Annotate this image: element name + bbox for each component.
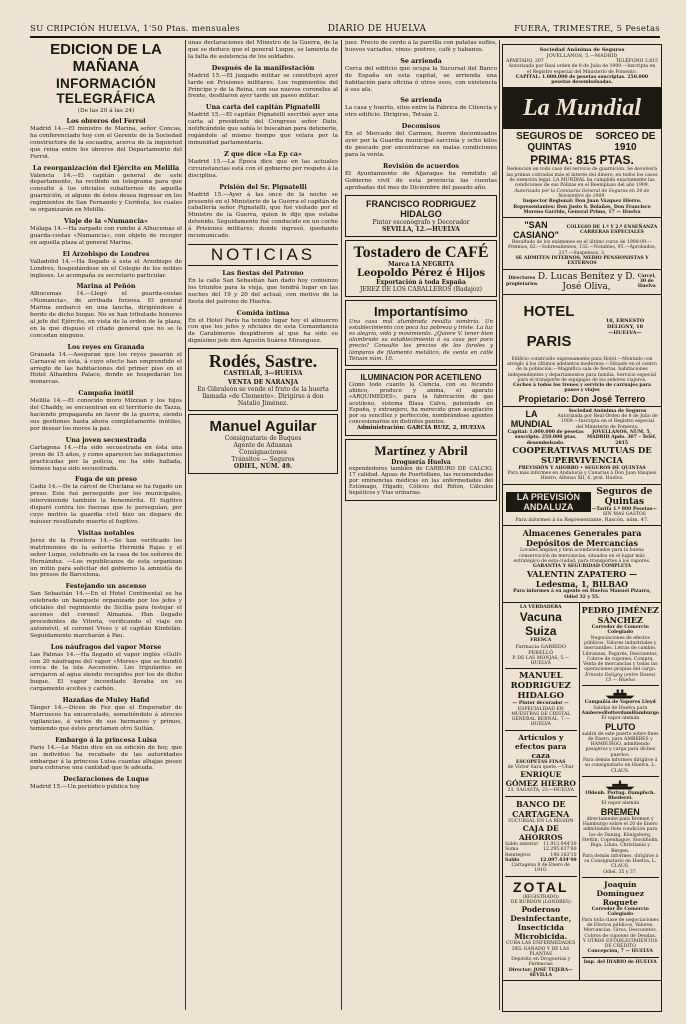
mundial2-coop: COOPERATIVAS MUTUAS DE SUPERVIVENCIA (512, 445, 652, 466)
casiano-right: COLEGIO DE 1.ª Y 2.ª ENSEÑANZA CARRERAS ESPECIALES (566, 224, 658, 236)
lloyd-title: Compañía de Vapores Lloyd (584, 700, 656, 706)
news-headline: El Arzobispo de Londres (62, 249, 150, 258)
lloyd-vapor: El vapor alemán (601, 716, 640, 722)
news-body: Madrid 15.—Un periódico publica hoy (30, 784, 140, 791)
zotal-line2: Insecticida Microbicida. (514, 923, 568, 942)
news-headline: Comida íntima (236, 308, 290, 317)
ad-rodriguez-name: FRANCISCO RODRIGUEZ HIDALGO (366, 198, 476, 219)
news-headline: Los náufragos del vapor Morse (50, 642, 162, 651)
hotel-city: —HUELVA— (608, 329, 642, 336)
news-headline: Los obreros del Ferrol (66, 117, 146, 125)
ad-aguilar-lines (192, 435, 334, 470)
ad-rodes-text: En Gibraleón se vende el fruto de la huerta llamada «de Clemente». Dirigirse á don Natalio Jiménez. (197, 386, 329, 408)
prima-amount: PRIMA: 815 PTAS. (530, 153, 634, 168)
ad-aguilar-line: Consignaciones (239, 449, 287, 457)
bremen-addr: Odiel, 35 y 37. (603, 869, 638, 875)
joaquin-sub2: Y OTROS ESTABLECIMIENTOS DE CRÉDITO (582, 938, 658, 950)
banco-total: 12.097.434'40 (539, 857, 577, 863)
ad-rodes-sub: VENTA DE NARANJA (227, 379, 299, 387)
ad-rodriguez2 (505, 668, 577, 727)
prevision-tarifa: —Tarifa 1.ª 800 Pesetas— (591, 506, 657, 512)
mundial2-address: JOVELLANOS, NÚM. 5, MADRID Apdo. 307 – Teléf. 2815 (586, 429, 657, 446)
ad-directores (503, 270, 661, 295)
acetileno-text: Como todo cuanto la Ciencia, con su fecundo ahinco, produce y anima, el aparato «ARQUIMEDES», para la fabricación de gas acetileno, sistema Blasa Calvo, patentado en España, y extranjero, ha merecido gran aceptación por su sencillez y perfección, nombrándose agentes concesionarios en distintos puntos. (349, 382, 493, 426)
ad-mundial-2 (503, 407, 661, 485)
news-headline: Los reyes en Granada (67, 342, 145, 351)
ad-aguilar (188, 414, 338, 474)
banco-saldo: 11.913.044'30 (543, 841, 577, 847)
cafe-addr: JEREZ DE LOS CABALLEROS (Badajoz) (360, 285, 482, 293)
section-title: INFORMACIÓN TELEGRÁFICA (55, 76, 157, 106)
lloyd-agent: Para demás informes dirigirse á su consignatario en Huelva, L. CLAUS. (583, 758, 658, 774)
news-body: Valencia 14.—El capitán general de este departamento, ha recibido un telegrama para que consulte á los oficiales subalternos de aquella guarnición, si alguno de éstos desea ingresar en los regimientos de San Fernando y Ceriñola, los cuales se organizarán en Melilla. (30, 172, 182, 214)
lloyd-ship-name: PLUTO (605, 721, 636, 732)
ad-rodes-address: CASTELAR, 3—HUELVA (223, 370, 303, 378)
prima-text: Redención en todo caso del servicio de guarnición. Se devolverá las primas cobradas más el interés del dinero, en todos los casos de exención legal. LA MUNDIAL ha cumplido exactamente las condiciones de sus Pólizas en el Reemplazo del año 1909. (506, 167, 658, 189)
prevision-name: LA PREVISIÓN ANDALUZA (506, 492, 591, 512)
hotel-owner: Propietario: Don José Terrero (518, 393, 646, 404)
zotal-sold: Depósito en Droguerías y Farmacias (511, 957, 571, 968)
bremen-ship-name: BREMEN (600, 806, 640, 817)
pedro-text: Negociaciones de efectos públicos, Valores industriales y mercantiles. Letras de cambio, Libranzas, Pagarés, Descuentos, Cobros de cupones, Compra, Venta de mercancías y todas las operaciones propias del cargo. (582, 635, 659, 673)
zotal-name: ZOTAL (512, 878, 569, 895)
news-list (188, 64, 338, 240)
banco-caja: CAJA DE AHORROS (518, 823, 563, 842)
bremen-agent: Para demás informes, dirigirse á su Consignatario en Huelva, L. CLAUS, (582, 853, 659, 870)
banco-title: BANCO DE CARTAGENA (512, 798, 570, 819)
news-body: Madrid 14.—El ministro de Marina, señor Concas, ha conferenciado hoy con el Gerente de la Sociedad constructora de la escuadra, acerca de la inquietud que reina entre los obreros del Departamento del Ferrol. (30, 126, 182, 160)
ad-aguilar-line: Consignatario de Buques (224, 435, 302, 443)
almacenes-garantia: GARANTIA Y SEGURIDAD COMPLETA (532, 564, 632, 570)
acetileno-title: ILUMINACION POR ACETILENO (360, 373, 482, 383)
news-headline: Declaraciones de Luque (63, 775, 149, 784)
banco-suma: 12.295.617'80 (543, 847, 577, 853)
zotal-line3: CURA LAS ENFERMEDADES DEL GANADO Y DE LAS PLANTAS (506, 941, 576, 957)
mundial-apartado: APARTADO, 307 (506, 59, 544, 64)
pedro-sub: Corredor de Comercio Colegiado (591, 625, 649, 636)
ad-aguilar-line: ODIEL, NÚM. 49. (233, 463, 293, 471)
mundial-address: JOVELLANOS, 5.—MADRID (546, 53, 618, 59)
news-body: Madrid 15.—El juzgado militar se constituyó ayer tarde en Prisiones militares. Los regimientos del Príncipe y de la Reina, con sus nuevos coroneles al frente, desfilaron ayer tarde un paseo militar. (188, 72, 338, 100)
almacenes-title: Almacenes Generales para Depósitos de Mercancías (522, 528, 642, 549)
news-list (30, 117, 182, 791)
ad-prevision (503, 485, 661, 527)
directores-label: Directores propietarios (506, 276, 538, 287)
acetileno-addr: Administración: GARCÍA RUIZ, 2, HUELVA (356, 425, 486, 432)
mundial2-rep: Para más informes en Andalucía y Canarias á Don Juan Vázquez Hierro, Alfonso XII, 6, pral. Huelva. (507, 471, 657, 482)
news-body: En la calle San Sebastián han dado hoy comienzo los triunfos para la vieja, que tendrá lugar en las noches del 19 y 20 del actual, con motivo de la fiesta del patrono de Huelva. (188, 277, 338, 305)
prima-auth: Autorizada por la Comisaría General de Seguros en 24 de Noviembre de 1909. (514, 188, 650, 199)
vacuna-name: Vacuna Suiza (519, 610, 562, 639)
ad-rodriguez-hidalgo (345, 195, 497, 237)
news-body: Cadiz 14.—De la cárcel de Chiclana se ha fugado un preso. Este fué perseguido por los municipales, interviniendo también la benemérita. El fugitivo disparó contra los fuerzas que le perseguían, por cuyo motivo la guardia civil hizo un disparo de máuser resultando muerto el fugitivo. (30, 484, 182, 525)
news-intro: unas declaraciones del Ministro de la Guerra, de la que se deduce que el general Luque, se lamenta de la falta de asistencia de los soldados. (188, 40, 338, 60)
casiano-name: "SAN CASIANO" (513, 220, 559, 241)
ad-articulos (505, 730, 577, 794)
ad-importantisimo (345, 300, 497, 366)
news-body: Madrid 15.—Ayer á las once de la noche se presentó en el Ministerio de la Guerra el capitán de caballería señor Pignatelli, que fué visitado por el Ministro de la Guerra, quien le dijo que estaba detenido. Seguidamente fué conducido en un coche á Prisiones militares, donde ingresó, quedando incomunicado. (188, 191, 338, 240)
masthead (30, 22, 660, 38)
noticias-list (188, 269, 338, 345)
martinez-sub: Droguería Huelva (391, 458, 451, 466)
news-headline: Marina al Peñón (76, 282, 136, 291)
masthead-title: DIARIO DE HUELVA (327, 24, 427, 34)
news-headline: Se arrienda (400, 56, 442, 65)
masthead-rates: FUERA, TRIMESTRE, 5 Pesetas (514, 24, 660, 34)
vacuna-farm: Farmacia GARRIDO PERELLÓ (515, 643, 566, 656)
cafe-brand: Marca LA NEGRITA (387, 260, 455, 268)
almacenes-owner: VALENTIN ZAPATERO —Ledesma, 1, BILBAO (526, 569, 638, 590)
bremen-text: directamente para Bremen y Hamburgo sobre el 20 de Enero admitiendo flete condición para los de Danzig, Königsberg, Stettin, Copenhague, Stockholm, Riga, Libau, Christiania y Bergen. (581, 816, 659, 854)
news-body: Tánger 14.—Dicen de Fez que el Emperador de Marruecos ha encarcelado, sometiéndolo á atroces vigilancias, á varios de sus hermanos y primos, temiendo que éstos proclamen otro Sultán. (30, 705, 182, 732)
importantisimo-title: Importantísimo (374, 303, 468, 319)
prevision-right: Seguros de Quintas (596, 486, 653, 507)
bremen-title: Oldenb. Portug. Dampfsch. Rhederei. (585, 790, 656, 802)
zotal-origin: DE BURDON (LONDRES) (510, 900, 571, 905)
ad-pedro (582, 605, 659, 683)
rodriguez2-sub: — Pintor decorador — (512, 701, 569, 707)
martinez-text: expendedores también de CARBURO DE CALCIO, 17 calidad. Aguas de Puertollano, las recomendadas por eminencias médicas en las enfermedades del Estómago, Hígado, Cólicos del Riñón, Cálculos hepáticos y Vías urinarias. (349, 465, 493, 497)
rodriguez2-name: MANUEL RODRIGUEZ HIDALGO (510, 671, 571, 702)
seguros-quintas: SEGUROS DE QUINTAS (516, 131, 583, 154)
ad-banco (505, 796, 577, 874)
news-body: En el Hotel París ha tenido lugar hoy el almuerzo con que los jefes y oficiales de esta Comandancia de Carabineros despidieron al que ha sido su dignísimo jefe don Agustín Suárez Miranguez. (188, 317, 338, 345)
banco-date: Cartagena 8 de Enero de 1910. (511, 863, 570, 874)
noticias-title: NOTICIAS (188, 244, 338, 266)
articulos-owner: de Víctor Sara quete.—Ubar (507, 765, 574, 771)
section-subtitle: (De las 20 á las 24) (77, 108, 135, 114)
column-rule (185, 40, 186, 1010)
ad-acetileno (345, 369, 497, 436)
banco-reint: 198.183'10 (550, 852, 577, 858)
pedro-addr: Ernesto Deligny (entre Doses) 15 — Huelva (585, 672, 656, 684)
column-news (188, 40, 338, 1015)
ad-almacenes (503, 526, 661, 603)
edition-title: EDICION DE LA MAÑANA (50, 41, 162, 75)
lloyd-sub: Salidas de Huelva para (593, 705, 648, 711)
directores-names: D. Lucas Benítez y D. José Oliva, (537, 271, 636, 292)
news-headline: Las fiestas del Patrono (222, 268, 304, 277)
news-headline: Fuga de un preso (75, 475, 137, 484)
news-body: La casa y huerto, sitos entre la Fábrica de Cilencia y otro edificio. Dirigirse, Tetuán 2. (345, 105, 497, 119)
news-body: Paris 14.—Le Matin dice en su edición de hoy, que un individuo ha recabado de las autoridades embargar á la princesa Luisa cuantas alhajas posee para cobrarse una cantidad que le adeuda. (30, 744, 182, 772)
mundial2-sub: Sociedad Anónima de Seguros (568, 408, 647, 414)
prevision-rep: Para informes á su Representante, Rascón, núm. 47. (515, 517, 649, 524)
steamship-icon (603, 780, 637, 790)
ad-aguilar-line: Agente de Aduanas (233, 442, 293, 450)
articulos-addr: 23, SAGASTA, 23.—HUELVA (507, 788, 574, 794)
lloyd-right: Hamburgo (631, 710, 659, 716)
news-body: Madrid 15.—El capitán Pignatelli escribió ayer una carta al presidente del Congreso señor Dato, notificándole que sabía le buscaban para detenerle, rogándole al mismo tiempo que velara por la inmunidad parlamentaria. (188, 112, 338, 146)
ad-cafe (345, 240, 497, 297)
news-intro: juez. Precio de cerdo á la parrilla con patatas suflés, huevos variados, vinos: postres, café y habanos. (345, 40, 497, 53)
joaquin-name: Joaquín Domínguez Roquete (596, 880, 644, 908)
prima-representantes: Inspector Regional: Don Juan Vázquez Hierro. Representantes: Don Justo S. Bolaños, Don Francisco Moreno Garrido, General Primo, 17 — Huelva (513, 199, 651, 215)
cafe-export: Exportación á toda España (376, 278, 466, 286)
almacenes-text: Locales amplios y bien acondicionados para la buena conservación de mercancías, situados en el lugar más estratégico de esta ciudad, para transportes á los vapores. (513, 548, 651, 564)
news-headline: Z que dice «La Ep ca» (224, 149, 302, 158)
news-headline: Revisión de acuerdos (383, 161, 459, 170)
hotel-text: Edificio construido expresamente para Hotel.—Montado con arreglo á los últimos adelantos modernos.—Situado en el centro de la población.—Magnífica sala de fiestas, habitaciones independientes y departamentos para familia. Servicio especial para el transporte de equipajes de los señores viajeros. (507, 356, 657, 383)
mundial-name: La Mundial (522, 95, 642, 122)
casiano-text: Resultado de los exámenes en el último curso de 1908-09.—Premios, 62.—Sobresalientes, 132.—Notables, 95.—Aprobados, 217.—Suspensos, 3. (507, 240, 657, 256)
prevision-sub: SIN MAS GASTOS (602, 511, 646, 517)
directores-right: Cárcel, 30 de Huelva (637, 273, 656, 290)
ad-zotal (505, 876, 577, 979)
masthead-subscription: SU CRIPCIÓN HUELVA, 1'50 Ptas. mensuales (30, 24, 240, 34)
articulos-enrique: ENRIQUE GÓMEZ HIERRO (505, 770, 576, 789)
news-headline: Se arrienda (400, 96, 442, 105)
ad-martinez-abril (345, 439, 497, 501)
mundial-authorized: Autorizada por Real orden de 8 de Julio de 1909.—Inscripta en el Registro especial del Ministerio de Fomento. (508, 64, 656, 75)
mundial2-capital: Capital: 1.000.000 de pesetas suscripto. 250.000 ptas. desembolsado. (507, 429, 584, 446)
vacuna-pre: LA VERDADERA (519, 605, 562, 611)
bremen-vapor: El vapor alemán (601, 801, 640, 807)
ad-aguilar-line: Tránsitos — Seguros (231, 456, 295, 464)
ad-joaquin (582, 877, 659, 955)
column-advertisements (502, 44, 662, 1012)
news-body: Madrid 15.—La Época dice que en las actuales circunstancias está con el gobierno por respeto á la disciplina. (188, 158, 338, 179)
column-telegraphic (30, 40, 182, 1015)
ad-rodriguez-sub: Pintor escenógrafo y Decorador (372, 218, 470, 226)
news-body: Málaga 14.—Ha zarpado con rumbo á Alhucemas el guarda-costas «Numancia», con objeto de recoger en aquella plaza al general Marina. (30, 225, 182, 246)
news-body: Cartagena 14.—Ha sido secuestrada en ésta una joven de 15 años, y como aparecen las indagaciones practicadas por la policía, no ha sido hallada, témese haya sido secuestrada. (30, 444, 182, 472)
ad-lloyd (582, 685, 659, 774)
column-3 (345, 40, 497, 1015)
news-body: Cerca del edificio que ocupa la Sucursal del Banco de España en esta capital, se arrienda una habitación para oficina ó otros usos, con existencia á sus afa. (345, 65, 497, 93)
news-body: El Ayuntamiento de Aljaraque ha remitido al Gobierno civil de esta provincia las cuentas aprobadas del mes de Diciembre del pasado año. (345, 170, 497, 191)
news-headline: La reorganización del Ejército en Melilla (32, 163, 180, 172)
mundial-company: Sociedad Anónima de Seguros (539, 47, 625, 53)
cafe-owner: Leopoldo Pérez é Hijos (356, 267, 486, 279)
news-headline: Hazañas de Muley Hafid (62, 696, 150, 705)
column-rule (341, 40, 342, 1010)
ad-mundial-banner (503, 88, 661, 129)
steamship-icon (603, 689, 637, 699)
news-body: San Sebastián 14.—En el Hotel Continental se ha celebrado un banquete organizado por los jefes y oficiales del regimiento de Sicilia para festejar el ascenso del coronel Almanza. Han llegado procedentes de Vitoria, verificando el viaje en automóvil, el coronel Vives y el capitán Kindelán. Seguidamente marcharán á Pau. (30, 591, 182, 639)
ad-rodes-name: Rodés, Sastre. (208, 351, 318, 372)
joaquin-sub: Corredor de Comercio Colegiado (591, 907, 649, 918)
ad-aguilar-name: Manuel Aguilar (209, 418, 317, 436)
ad-rodriguez-addr: SEVILLA, 12.—HUELVA (382, 225, 460, 233)
news-headline: Campaña inútil (78, 389, 134, 398)
mundial-capital: CAPITAL: 1.000.000 de pesetas suscriptas. 250.000 pesetas desembolsadas. (515, 74, 649, 86)
hotel-address: 18, ERNESTO DELIGNY, 18 (605, 317, 645, 330)
sorteo-year: SORCEO DE 1910 (595, 131, 656, 154)
ad-mundial-top (503, 45, 661, 88)
news-headline: Una joven secuestrada (65, 435, 147, 444)
news-body: Melilla 14.—El conocido moro Mizzian y los hijos del Chaddy, se encuentran en el territorio de Tazza, haciendo propaganda en favor de la guerra, siendo sus gestiones hasta ahora completamente inútiles, por desear los moros la paz. (30, 398, 182, 432)
news-headline: Decomisos (401, 122, 441, 131)
news-headline: Después de la manifestación (211, 63, 315, 72)
news-body: Jerez de la Frontera 14.—Se han verificado los matrimonios de la señorita Hermidá Rajas y el señor Luque, celebrado en la casa de los señores de Hernández. —Los republicanos de esta organizan un mitin para solicitar del gobierno la amnistía de los presos de Barcelona. (30, 537, 182, 579)
news-body: En el Mercado del Carmen, fueron decomisados ayer por la Guardia municipal sarcinía y ocho kilos de pescado por encontrarse en malas condiciones para la venta. (345, 131, 497, 158)
news-body: Las Palmas 14.—Ha llegado el vapor inglés «Gulf» con 20 náufragos del vapor «Morse» que se hundió cerca de la isla Ascensión. Los tripulantes se arrojaron al agua siendo recogidos por los de dicho buque. El vapor incendiado llevaba en su cargamento aceites y carbón. (30, 651, 182, 693)
almacenes-note: Para informes á su agente en Huelva Manuel Pizarro, Odiel 32 y 55. (513, 589, 651, 600)
banco-saldo-label: Saldo anterior (505, 841, 539, 847)
news-body: Granada 14.—Aseguran que los reyes pasarán el Carnaval en ésta, á cuyo efecto han emprendido el arreglo de las habitaciones del primer piso en el Hotel Alhambra Palace, donde se hospedarán los monarcas. (30, 351, 182, 386)
banco-sub: SUCURSAL EN LA REGIÓN (507, 818, 574, 824)
pedro-name: PEDRO JIMÉNEZ SÁNCHEZ (581, 605, 659, 626)
ad-hotel-paris (503, 295, 661, 407)
hotel-note: Coches á todos los trenes y servicio de carruajes para paseo y viajes (513, 383, 651, 394)
ad-quintas (503, 129, 661, 218)
news-headline: Una carta del capitán Pignatelli (205, 103, 321, 112)
banco-reint-label: Reintegros (505, 852, 531, 858)
news-headline: Prisión del Sr. Pignatelli (219, 182, 307, 191)
lloyd-left: Amberes (581, 710, 605, 716)
mundial2-text: Autorizada por Real Orden de 8 de Julio de 1909.—Inscripta en el Registro especial del Ministerio de Fomento. (557, 414, 658, 430)
news-body: Alhucemas 14.—Llegó el guarda-costas «Numancia», de arribada forzosa. El general Marina embarcó en una lancha, dirigiéndose á bordo de dicho buque. No se han tributado honores al jefe del Ejército, en vista de la orden de la plaza, en la que dispuso el citado general que no se le concedan ninguno. (30, 291, 182, 339)
lloyd-mid: Rotterdam (604, 710, 632, 716)
imprenta: Imp. del DIARIO de HUELVA (582, 957, 659, 965)
rodriguez2-sub2: ESPECIALIDAD EN MUESTRAS DE CRISTAL (511, 706, 571, 717)
ad-san-casiano (503, 218, 661, 269)
mundial2-coop2: PREVISIÓN Y AHORRO • SEGUROS DE QUINTAS (518, 465, 646, 471)
casiano-note: SE ADMITEN INTERNOS, MEDIO PENSIONISTAS Y EXTERNOS (515, 256, 649, 267)
vacuna-addr: P. DE LAS MONJAS, 5.—HUELVA (512, 655, 570, 666)
lloyd-text: saldrá de este puerto sobre fines de Enero, para AMBERES y HAMBURGO, admitiendo pasajeros y carga para dichos puertos. (581, 731, 659, 758)
joaquin-text: Para toda clase de negociaciones de Efectos públicos, Valores, Mercancías, Giros, Descuentos, Cobros de cupones de Deudas. (581, 917, 659, 939)
rodriguez2-addr: GENERAL BERNAL, 7.—HUELVA (511, 717, 570, 728)
cafe-title: Tostadero de CAFÉ (353, 243, 489, 261)
vacuna-sub: FRESCA (530, 638, 552, 644)
articulos-title: Artículos y efectos para caza (514, 732, 567, 760)
zotal-line1: Poderoso Desinfectante, (510, 905, 572, 924)
ad-bremen (582, 776, 659, 875)
banco-suma-label: Suma (505, 847, 519, 853)
articulos-sub: ESCOPETAS FINAS (515, 759, 566, 765)
news-headline: Viaje de la «Numancia» (63, 216, 149, 225)
ad-rodes (188, 348, 338, 411)
ad-vacuna (505, 605, 577, 666)
news-body: Valladolid 14.—Ha llegado á esta el Arzobispo de Londres, hospedándose en el Colegio de los nobles ingleses. Le acompaña su secretario particular. (30, 258, 182, 279)
martinez-name: Martínez y Abril (374, 442, 468, 458)
mundial-telefono: TELÉFONO 2.815 (615, 59, 658, 64)
column-rule (499, 40, 500, 1010)
news-headline: Visitas notables (77, 528, 135, 537)
importantisimo-text: Una casa mal alumbrada resulta sombría. Un establecimiento con poca luz pobreza y triste. La luz es alegría, vida y movimiento. ¿Quiere V. tener bien alumbrado su establecimiento ó su casa por poco precio? Consulte los precios de los faroles y lámparas de filamento metálico, de venta en calle Tetuán núm. 10. (349, 318, 493, 362)
banco-total-label: Saldo (505, 857, 520, 863)
news-headline: Embargo á la princesa Luisa (55, 735, 157, 744)
news-headline: Festejando un ascenso (65, 582, 147, 591)
joaquin-addr: Concepción, 7 — HUELVA (587, 949, 653, 955)
zotal-reg: (REGISTRADO) (522, 894, 559, 900)
mundial2-name: LA MUNDIAL (510, 409, 553, 430)
zotal-addr: Director: JOSÉ TEJERA—SEVILLA (508, 967, 573, 979)
hotel-name: HOTEL PARIS (523, 302, 575, 350)
